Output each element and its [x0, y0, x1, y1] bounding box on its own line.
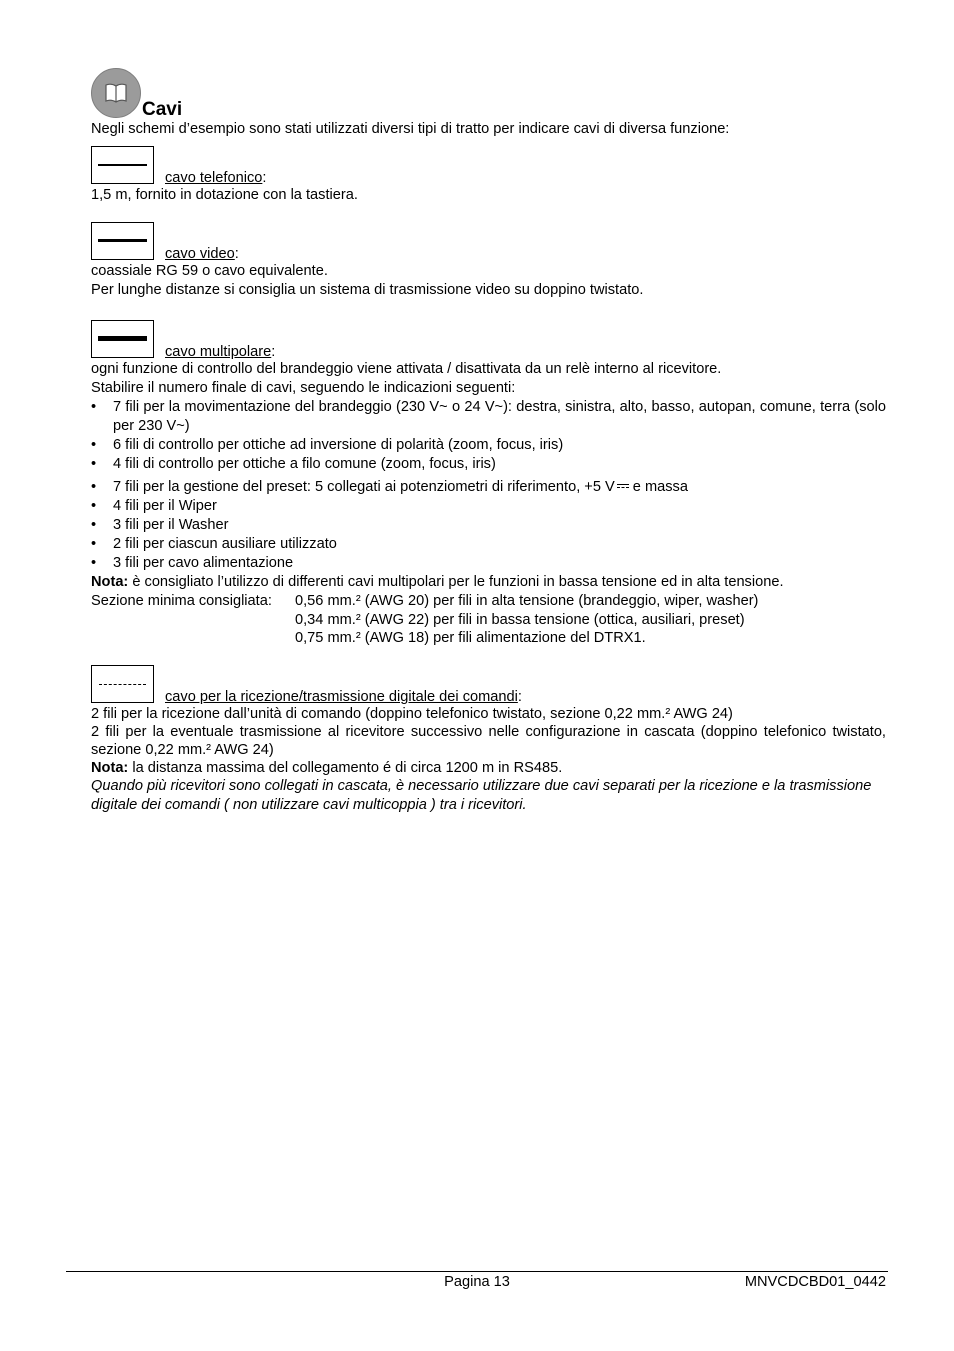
book-icon: [91, 68, 141, 118]
list-item: • 3 fili per cavo alimentazione: [91, 554, 886, 573]
section-header: [91, 66, 886, 122]
cable-multipolare-row: [91, 320, 886, 360]
footer-page-number: Pagina 13: [444, 1274, 510, 1290]
footer-divider: [66, 1271, 888, 1272]
list-item: • 7 fili per la movimentazione del brandeggio (230 V~ o 24 V~): destra, sinistra, alto, basso, autopan, comune, terra (solo per 230 V~): [91, 398, 886, 436]
list-item: • 2 fili per ciascun ausiliare utilizzato: [91, 535, 886, 554]
cable-digitale-caption: cavo per la ricezione/trasmissione digitale dei comandi:: [165, 689, 522, 705]
cable-multipolare-desc2: Stabilire il numero finale di cavi, seguendo le indicazioni seguenti:: [91, 380, 516, 396]
cable-video-symbol: [91, 222, 154, 260]
cable-telefonico-caption: cavo telefonico:: [165, 170, 267, 186]
sezione-label: Sezione minima consigliata:: [91, 593, 272, 609]
cable-video-desc1: coassiale RG 59 o cavo equivalente.: [91, 263, 328, 279]
cable-multipolare-list: [91, 398, 886, 573]
cable-video-row: [91, 222, 886, 262]
cable-telefonico-desc: 1,5 m, fornito in dotazione con la tastiera.: [91, 187, 358, 203]
footer-document-code: MNVCDCBD01_0442: [744, 1274, 886, 1290]
cable-digitale-italic-note: Quando più ricevitori sono collegati in cascata, è necessario utilizzare due cavi separati per la ricezione e la trasmissione digitale dei comandi ( non utilizzare cavi multicoppia ) tra i ricevitori.: [91, 778, 872, 813]
cable-multipolare-nota: Nota: è consigliato l’utilizzo di differenti cavi multipolari per le funzioni in bassa tensione ed in alta tensione.: [91, 574, 784, 590]
list-item: • 4 fili per il Wiper: [91, 497, 886, 516]
cable-multipolare-symbol: [91, 320, 154, 358]
cable-multipolare-desc1: ogni funzione di controllo del brandeggio viene attivata / disattivata da un relè interno al ricevitore.: [91, 361, 722, 377]
sezione-item: 0,75 mm.² (AWG 18) per fili alimentazione del DTRX1.: [295, 630, 646, 646]
sezione-block: [91, 592, 886, 647]
list-item: • 7 fili per la gestione del preset: 5 collegati ai potenziometri di riferimento, +5 V e massa: [91, 478, 886, 497]
page-content: [91, 66, 886, 815]
cable-digitale-row: [91, 665, 886, 705]
list-item: • 4 fili di controllo per ottiche a filo comune (zoom, focus, iris): [91, 455, 886, 474]
list-item: • 6 fili di controllo per ottiche ad inversione di polarità (zoom, focus, iris): [91, 436, 886, 455]
cable-video-desc2: Per lunghe distanze si consiglia un sistema di trasmissione video su doppino twistato.: [91, 282, 644, 298]
cable-telefonico-symbol: [91, 146, 154, 184]
cable-digitale-nota: Nota: la distanza massima del collegamento é di circa 1200 m in RS485.: [91, 760, 563, 776]
cable-digitale-symbol: [91, 665, 154, 703]
sezione-item: 0,34 mm.² (AWG 22) per fili in bassa tensione (ottica, ausiliari, preset): [295, 612, 745, 628]
cable-digitale-desc2: 2 fili per la eventuale trasmissione al ricevitore successivo nelle configurazione in cascata (doppino telefonico twistato, sezione 0,22 mm.² AWG 24): [91, 724, 886, 758]
sezione-item: 0,56 mm.² (AWG 20) per fili in alta tensione (brandeggio, wiper, washer): [295, 593, 759, 609]
cable-telefonico-row: [91, 146, 886, 186]
dc-symbol-icon: [617, 483, 629, 491]
cable-video-caption: cavo video:: [165, 246, 239, 262]
cable-multipolare-caption: cavo multipolare:: [165, 344, 276, 360]
list-item: • 3 fili per il Washer: [91, 516, 886, 535]
cable-digitale-desc1: 2 fili per la ricezione dall’unità di comando (doppino telefonico twistato, sezione 0,22 mm.² AWG 24): [91, 706, 733, 722]
intro-text: Negli schemi d’esempio sono stati utilizzati diversi tipi di tratto per indicare cavi di diversa funzione:: [91, 121, 730, 137]
section-title: Cavi: [142, 99, 183, 120]
